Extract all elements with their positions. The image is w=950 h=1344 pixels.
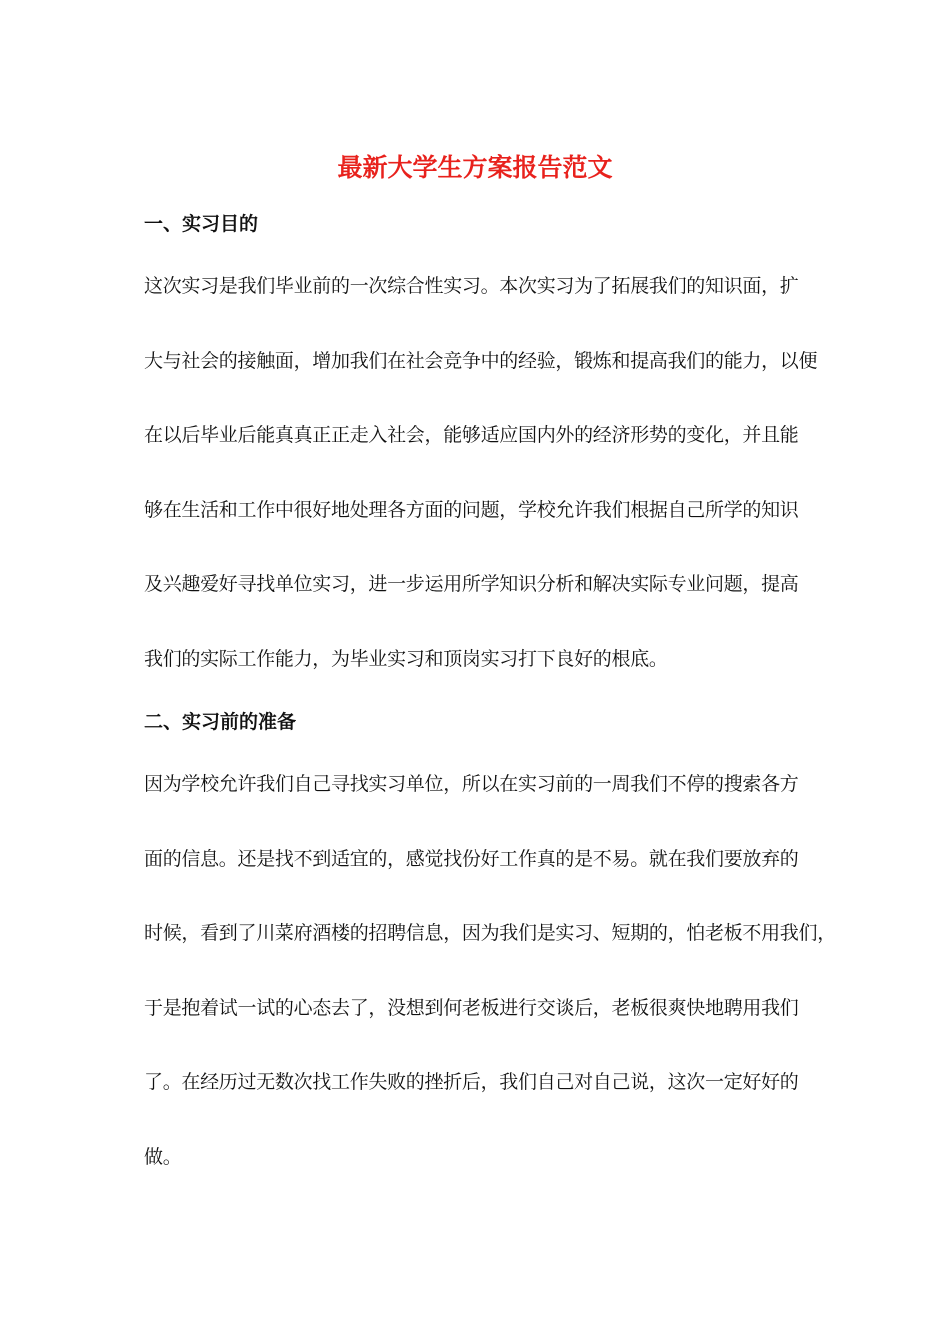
document-title: 最新大学生方案报告范文 — [337, 153, 613, 182]
paragraph-line: 做。 — [144, 1145, 182, 1168]
paragraph-line: 因为学校允许我们自己寻找实习单位，所以在实习前的一周我们不停的搜索各方 — [144, 773, 799, 795]
paragraph-line: 面的信息。还是找不到适宜的，感觉找份好工作真的是不易。就在我们要放弃的 — [144, 847, 799, 870]
section-heading-1: 一、实习目的 — [144, 213, 259, 235]
paragraph-line: 及兴趣爱好寻找单位实习，进一步运用所学知识分析和解决实际专业问题，提高 — [144, 573, 799, 596]
section-1-paragraph — [144, 272, 818, 673]
section-heading-2: 二、实习前的准备 — [144, 711, 297, 733]
section-2-paragraph — [144, 770, 836, 1171]
paragraph-line: 于是抱着试一试的心态去了，没想到何老板进行交谈后，老板很爽快地聘用我们 — [144, 996, 799, 1019]
paragraph-line: 够在生活和工作中很好地处理各方面的问题，学校允许我们根据自己所学的知识 — [144, 498, 799, 521]
paragraph-line: 我们的实际工作能力，为毕业实习和顶岗实习打下良好的根底。 — [144, 647, 668, 670]
paragraph-line: 这次实习是我们毕业前的一次综合性实习。本次实习为了拓展我们的知识面，扩 — [144, 275, 799, 297]
paragraph-line: 大与社会的接触面，增加我们在社会竞争中的经验，锻炼和提高我们的能力，以便 — [144, 349, 818, 372]
paragraph-line: 了。在经历过无数次找工作失败的挫折后，我们自己对自己说，这次一定好好的 — [144, 1071, 799, 1094]
paragraph-line: 在以后毕业后能真真正正走入社会，能够适应国内外的经济形势的变化，并且能 — [144, 424, 799, 447]
paragraph-line: 时候，看到了川菜府酒楼的招聘信息，因为我们是实习、短期的，怕老板不用我们， — [144, 922, 836, 945]
